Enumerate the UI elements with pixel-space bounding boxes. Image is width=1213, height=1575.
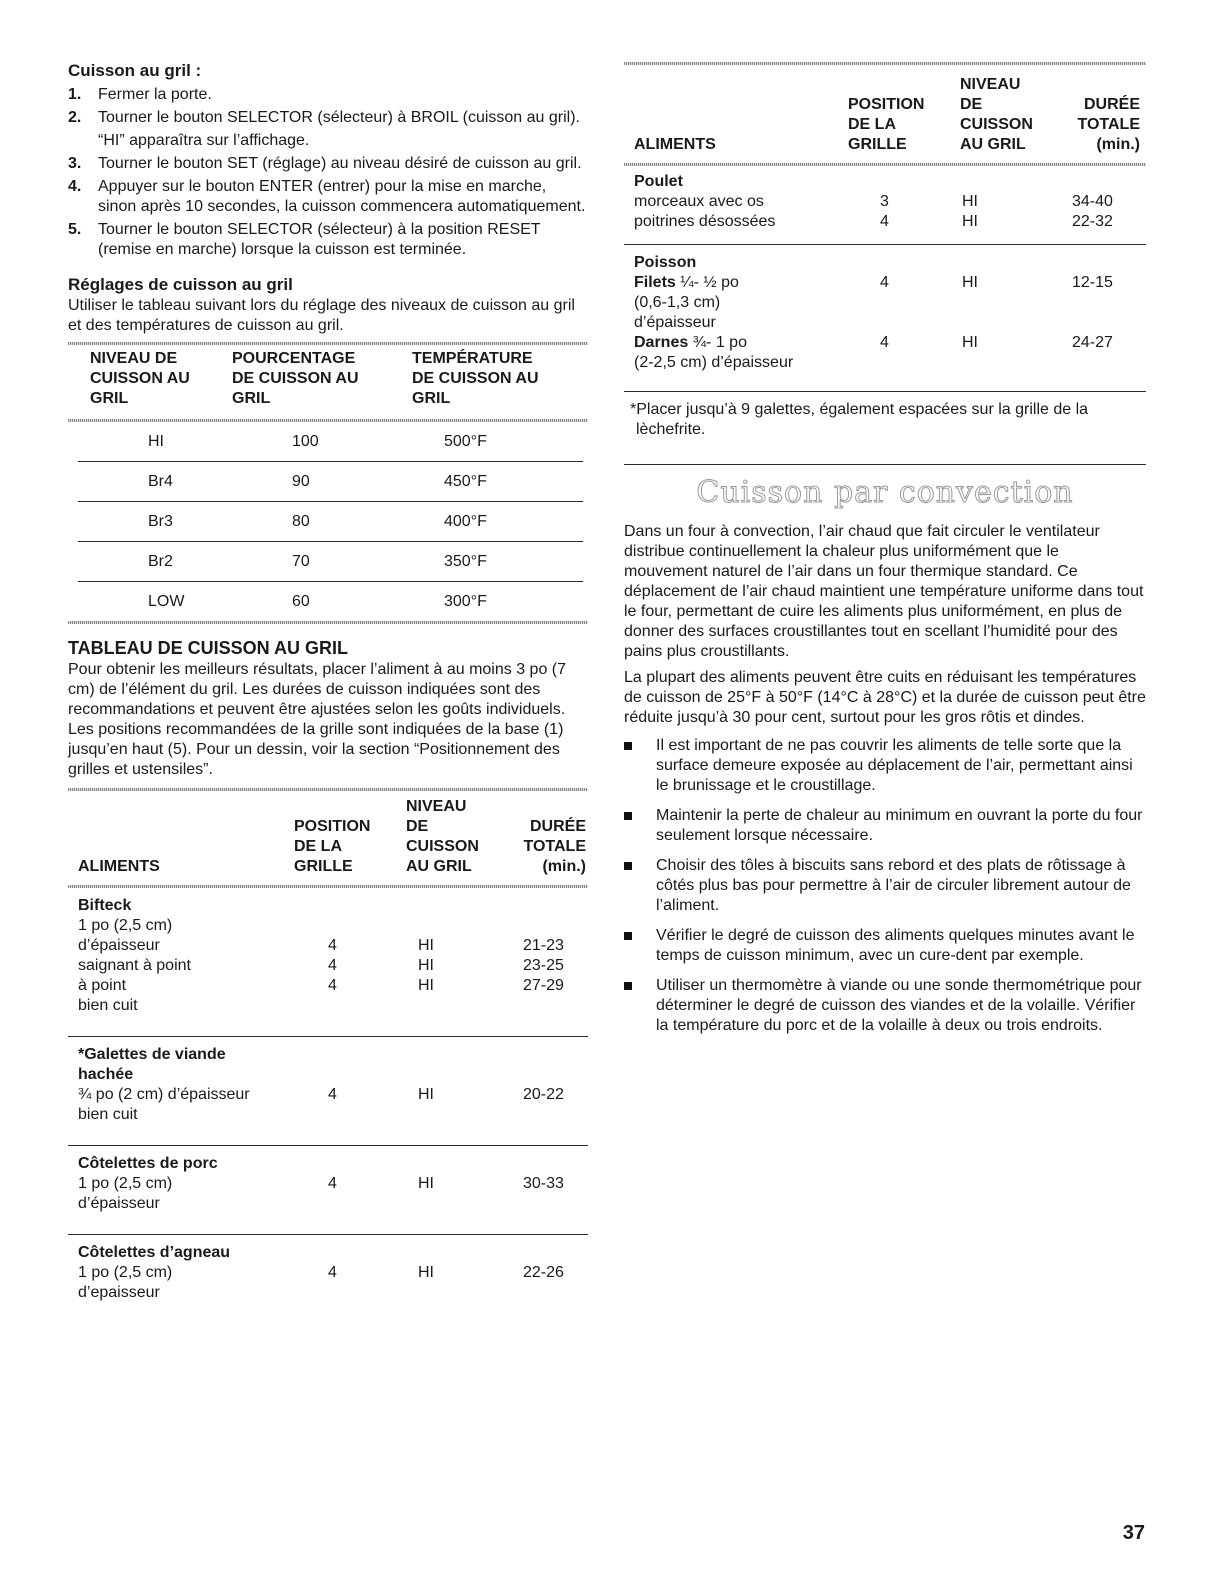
bullet-icon <box>624 742 632 750</box>
table-row: Br2 70 350°F <box>148 552 487 570</box>
bullet-icon <box>624 932 632 940</box>
food-group: Poulet morceaux avec os 3 HI 34-40 poitrines désossées 4 HI 22-32 <box>634 173 1113 230</box>
settings-table <box>68 342 588 624</box>
convection-tips <box>624 736 1146 1036</box>
page-number: 37 <box>1122 1522 1145 1544</box>
table-row: LOW 60 300°F <box>148 592 487 610</box>
broil-chart-intro: Pour obtenir les meilleurs résultats, placer l’aliment à au moins 3 po (7 cm) de l’élément du gril. Les durées de cuisson indiquées sont des recommandations et peuvent être ajustées selon les goûts individuels. Les positions recommandées de la grille sont indiquées de la base (1) jusqu’en haut (5). Pour un dessin, voir la section “Positionnement des grilles et ustensiles”. <box>68 661 567 778</box>
table-row: Br4 90 450°F <box>148 472 487 490</box>
right-column <box>624 60 1146 1046</box>
left-column <box>68 60 588 1313</box>
footnote: *Placer jusqu’à 9 galettes, également espacées sur la grille de la lèchefrite. <box>630 401 1089 438</box>
bullet-icon <box>624 812 632 820</box>
list-item: Utiliser un thermomètre à viande ou une sonde thermométrique pour déterminer le degré de cuisson des viandes et de la volaille. Vérifier la température du porc et de la volaille à deux ou trois endroits. <box>624 976 1146 1036</box>
step-item: 1. Fermer la porte. <box>68 86 212 103</box>
food-group: Côtelettes de porc 1 po (2,5 cm) 4 HI 30-33 d’épaisseur <box>78 1155 564 1212</box>
broil-title: Cuisson au gril : <box>68 61 202 80</box>
step-item: 3. Tourner le bouton SET (réglage) au niveau désiré de cuisson au gril. <box>68 155 582 172</box>
step-item: 5. Tourner le bouton SELECTOR (sélecteur) à la position RESET (remise en marche) lorsque la cuisson est terminée. <box>68 221 541 258</box>
broil-steps <box>68 85 588 260</box>
step-note: “HI” apparaîtra sur l’affichage. <box>98 132 310 149</box>
list-item: Choisir des tôles à biscuits sans rebord et des plats de rôtissage à côtés plus bas pour permettre à l’air de circuler librement autour de l’aliment. <box>624 856 1146 916</box>
step-item: 2. Tourner le bouton SELECTOR (sélecteur) à BROIL (cuisson au gril). “HI” apparaîtra sur l’affichage. <box>68 108 588 151</box>
broil-chart-left <box>68 788 588 1313</box>
list-item: Il est important de ne pas couvrir les aliments de telle sorte que la surface demeure exposée au déplacement de l’air, permettant ainsi le brunissage et le croustillage. <box>624 736 1146 796</box>
broil-chart-header: ALIMENTS POSITION DE LA GRILLE NIVEAU DE CUISSON AU GRIL DURÉE TOTALE (min.) <box>634 76 1140 153</box>
bullet-icon <box>624 862 632 870</box>
list-item: Vérifier le degré de cuisson des aliments quelques minutes avant le temps de cuisson minimum, avec un cure-dent par exemple. <box>624 926 1146 966</box>
cut-name: Darnes <box>634 334 689 351</box>
convection-title: Cuisson par convection <box>696 475 1074 510</box>
settings-intro: Utiliser le tableau suivant lors du réglage des niveaux de cuisson au gril et des températures de cuisson au gril. <box>68 297 575 334</box>
settings-title: Réglages de cuisson au gril <box>68 275 293 294</box>
bullet-icon <box>624 982 632 990</box>
food-group: *Galettes de viande hachée ¾ po (2 cm) d’épaisseur 4 HI 20-22 bien cuit <box>78 1046 564 1123</box>
broil-chart-title: TABLEAU DE CUISSON AU GRIL <box>68 638 349 658</box>
table-row: HI 100 500°F <box>148 432 487 450</box>
broil-chart-header: ALIMENTS POSITION DE LA GRILLE NIVEAU DE CUISSON AU GRIL DURÉE TOTALE (min.) <box>78 798 586 875</box>
convection-paragraph: Dans un four à convection, l’air chaud que fait circuler le ventilateur distribue continuellement la chaleur plus uniformément que le mouvement naturel de l’air dans un four thermique standard. Ce déplacement de l’air chaud maintient une température uniforme dans tout le four, permettant de cuire les aliments plus uniformément, en plus de donner des surfaces croustillantes tout en scellant l’humidité pour des pains plus croustillants. <box>624 523 1144 660</box>
food-group: Bifteck 1 po (2,5 cm) d’épaisseur 4 HI 21-23 saignant à point 4 HI 23-25 à point 4 HI 27-29 bien cuit <box>78 897 564 1014</box>
food-group: Poisson Filets ¼- ½ po 4 HI 12-15 (0,6-1,3 cm) d’épaisseur Darnes ¾- 1 po 4 HI 24-27 (2-2,5 cm) d’épaisseur <box>634 254 1113 371</box>
list-item: Maintenir la perte de chaleur au minimum en ouvrant la porte du four seulement lorsque nécessaire. <box>624 806 1146 846</box>
food-group: Côtelettes d’agneau 1 po (2,5 cm) 4 HI 22-26 d’epaisseur <box>78 1244 564 1301</box>
convection-paragraph: La plupart des aliments peuvent être cuits en réduisant les températures de cuisson de 25°F à 50°F (14°C à 28°C) et la durée de cuisson peut être réduite jusqu’à 30 pour cent, surtout pour les gros rôtis et dindes. <box>624 669 1146 726</box>
broil-chart-right <box>624 62 1146 392</box>
cut-name: Filets <box>634 274 676 291</box>
step-item: 4. Appuyer sur le bouton ENTER (entrer) pour la mise en marche, sinon après 10 secondes, la cuisson commencera automatiquement. <box>68 178 586 215</box>
settings-table-header: NIVEAU DE CUISSON AU GRIL POURCENTAGE DE CUISSON AU GRIL TEMPÉRATURE DE CUISSON AU GRIL <box>90 350 539 407</box>
table-row: Br3 80 400°F <box>148 512 487 530</box>
